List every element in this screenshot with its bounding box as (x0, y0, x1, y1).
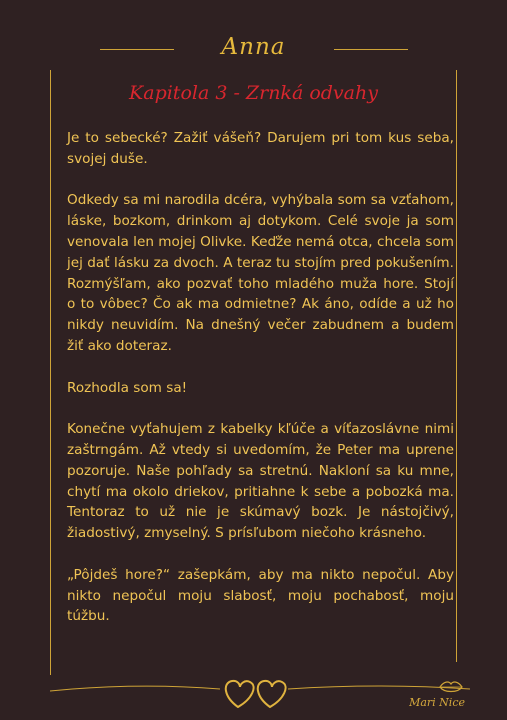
frame-border-left (50, 70, 51, 675)
paragraph-3: Rozhodla som sa! (67, 379, 188, 396)
page-title: Anna (221, 34, 286, 60)
paragraph-2: Odkedy sa mi narodila dcéra, vyhýbala som sa vzťahom, láske, bozkom, drinkom aj dotykom. Celé svoje ja som venovala len mojej Olivke. Keďže nemá otca, chcela som jej dať lásku za dvoch. A teraz tu stojím pred pokušením. Rozmýšľam, ako pozvať toho mladého muža hore. Stojí o to vôbec? Čo ak ma odmietne? Ak áno, odíde a už ho nikdy neuvidím. Na dnešný večer zabudnem a budem žiť ako doteraz. (67, 192, 454, 354)
ornament-swash-left (50, 686, 220, 691)
frame-border-right (456, 70, 457, 662)
author-signature: Mari Nice (409, 696, 465, 709)
paragraph-5: „Pôjdeš hore?“ zašepkám, aby ma nikto nepočul. Aby nikto nepočul moju slabosť, moju pochabosť, moju túžbu. (67, 566, 454, 625)
lips-icon (438, 678, 464, 696)
title-divider-right (334, 49, 408, 50)
story-text (67, 128, 454, 648)
chapter-heading: Kapitola 3 - Zrnká odvahy (129, 82, 378, 104)
paragraph-4: Konečne vyťahujem z kabelky kľúče a víťazoslávne nimi zaštrngám. Až vtedy si uvedomím, že Peter ma uprene pozoruje. Naše pohľady sa stretnú. Nakloní sa ku mne, chytí ma okolo driekov, pritiahne k sebe a pobozká ma. Tentoraz to už nie je skúmavý bozk. Je nástojčivý, žiadostivý, zmyselný. S prísľubom niečoho krásneho. (67, 421, 454, 542)
paragraph-1: Je to sebecké? Zažiť vášeň? Darujem pri tom kus seba, svojej duše. (67, 130, 454, 167)
double-heart-icon (226, 681, 286, 707)
